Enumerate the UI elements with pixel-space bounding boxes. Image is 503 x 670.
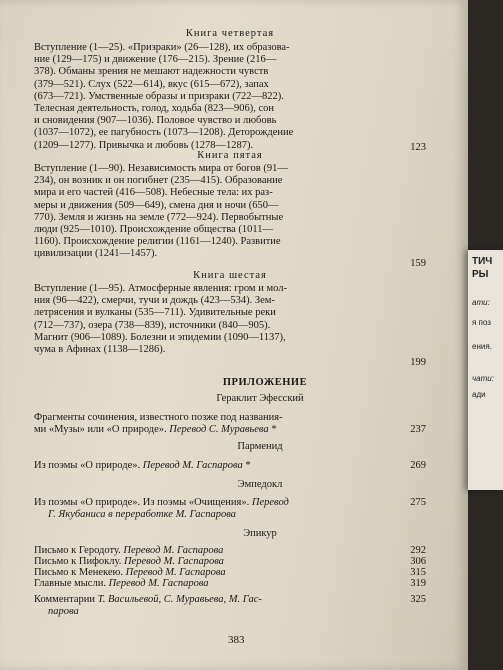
footnote-mark: * (268, 424, 277, 435)
entry-text: Письмо к Пифоклу. (34, 556, 124, 567)
book4-line: ние (129—175) и движение (176—215). Зрение (216— (34, 54, 277, 66)
book4-line: (1209—1277). Привычка и любовь (1278—1287). (34, 139, 254, 151)
epicurus-letter-page: 292 (410, 545, 426, 556)
footnote-mark: * (242, 460, 251, 471)
book5-paragraph (34, 163, 374, 261)
adjacent-page-edge (468, 250, 503, 490)
book5-line: цивилизации (1241—1457). (34, 248, 158, 260)
book5-line: Вступление (1—90). Независимость мира от богов (91— (34, 163, 288, 174)
entry-text: Главные мысли. (34, 578, 109, 589)
book5-line: 1160). Происхождение религии (1161—1240). Развитие (34, 236, 281, 248)
entry-text: Из поэмы «О природе». (34, 460, 143, 471)
book4-paragraph (34, 42, 374, 152)
book6-paragraph (34, 283, 374, 356)
empedocles-page-number: 275 (410, 497, 426, 508)
book6-line: Магнит (906—1089). Болезни и эпидемии (1090—1137), (34, 331, 286, 343)
book4-line: и сновидения (907—1036). Половое чувство и любовь (34, 115, 277, 127)
entry-text: Письмо к Геродоту. (34, 545, 124, 556)
entry-text: Из поэмы «О природе». Из поэмы «Очищения». (34, 497, 252, 508)
book4-line: Телесная деятельность, голод, ходьба (823—906), сон (34, 103, 275, 115)
adjacent-fragment: ади (472, 390, 486, 399)
appendix-title: ПРИЛОЖЕНИЕ (222, 377, 308, 388)
adjacent-fragment: ения. (472, 342, 492, 351)
empedocles-heading: Эмпедокл (237, 479, 283, 490)
book6-page-number: 199 (410, 357, 426, 368)
adjacent-fragment: чати: (472, 374, 494, 383)
translator-credit: Перевод М. Гаспарова (125, 567, 226, 578)
adjacent-fragment: ати: (472, 298, 490, 307)
heraclitus-entry-line1: Фрагменты сочинения, известного позже под названия- (34, 412, 283, 423)
book5-line: 234), он возник и он погибнет (235—415). Образование (34, 175, 283, 187)
parmenides-entry (34, 460, 251, 472)
commentary-line1 (34, 594, 262, 606)
adjacent-fragment: я поз (472, 318, 491, 327)
book6-line: чума в Афинах (1138—1286). (34, 344, 166, 356)
entry-text: Письмо к Менекею. (34, 567, 126, 578)
translator-credit: Перевод М. Гаспарова (142, 460, 243, 471)
book6-line: летрясения и вулканы (535—711). Удивительные реки (34, 307, 276, 319)
heraclitus-heading: Гераклит Эфесский (216, 393, 304, 404)
author-credit: Т. Васильевой, С. Муравьева, М. Гас- (97, 594, 262, 605)
epicurus-letter-line (34, 578, 209, 590)
commentary-line2 (48, 606, 79, 618)
book4-heading: Книга четвертая (185, 28, 275, 39)
commentary-page-number: 325 (410, 594, 426, 605)
adjacent-fragment: РЫ (472, 269, 489, 280)
book4-line: (673—721). Умственные образы и призраки (722—822). (34, 90, 284, 102)
translator-credit: Перевод С. Муравьева (169, 424, 269, 435)
book5-page-number: 159 (410, 258, 426, 269)
empedocles-entry-line2 (48, 509, 236, 521)
translator-credit: Г. Якубаниса в переработке М. Гаспарова (48, 509, 236, 520)
folio-number: 383 (228, 634, 245, 646)
book4-line: Вступление (1—25). «Призраки» (26—128), их образова- (34, 42, 290, 53)
epicurus-letter-page: 315 (410, 567, 426, 578)
heraclitus-entry-line2 (34, 424, 277, 436)
book5-line: мира и его частей (416—508). Небесные тела: их раз- (34, 187, 273, 199)
book5-line: 770). Земля и жизнь на земле (772—924). Первобытные (34, 211, 284, 223)
heraclitus-page-number: 237 (410, 424, 426, 435)
empedocles-entry-line1 (34, 497, 289, 509)
book4-line: (1037—1072), ее пагубность (1073—1208). Деторождение (34, 127, 294, 139)
translator-credit: Перевод М. Гаспарова (123, 545, 224, 556)
entry-text: ми «Музы» или «О природе». (34, 424, 170, 435)
book5-heading: Книга пятая (197, 150, 263, 161)
translator-credit: Перевод (251, 497, 289, 508)
translator-credit: Перевод М. Гаспарова (123, 556, 224, 567)
parmenides-heading: Парменид (237, 441, 283, 452)
translator-credit: Перевод М. Гаспарова (108, 578, 209, 589)
epicurus-heading: Эпикур (243, 528, 277, 539)
book6-line: Вступление (1—95). Атмосферные явления: гром и мол- (34, 283, 287, 294)
book6-heading: Книга шестая (193, 270, 267, 281)
epicurus-letter-page: 319 (410, 578, 426, 589)
book6-line: ния (96—422), смерчи, тучи и дождь (423—534). Зем- (34, 295, 275, 307)
book4-line: 378). Обманы зрения не мешают надежности чувств (34, 66, 269, 78)
author-credit: парова (48, 606, 79, 617)
adjacent-fragment: ТИЧ (472, 256, 493, 267)
book5-line: люди (925—1010). Происхождение общества (1011— (34, 224, 274, 236)
book6-line: (712—737), озера (738—839), источники (840—905). (34, 319, 271, 331)
epicurus-letter-page: 306 (410, 556, 426, 567)
parmenides-page-number: 269 (410, 460, 426, 471)
entry-text: Комментарии (34, 594, 98, 605)
book5-line: меры и движения (509—649), смена дня и ночи (650— (34, 199, 279, 211)
book4-line: (379—521). Слух (522—614), вкус (615—672), запах (34, 78, 269, 90)
book4-page-number: 123 (410, 142, 426, 153)
